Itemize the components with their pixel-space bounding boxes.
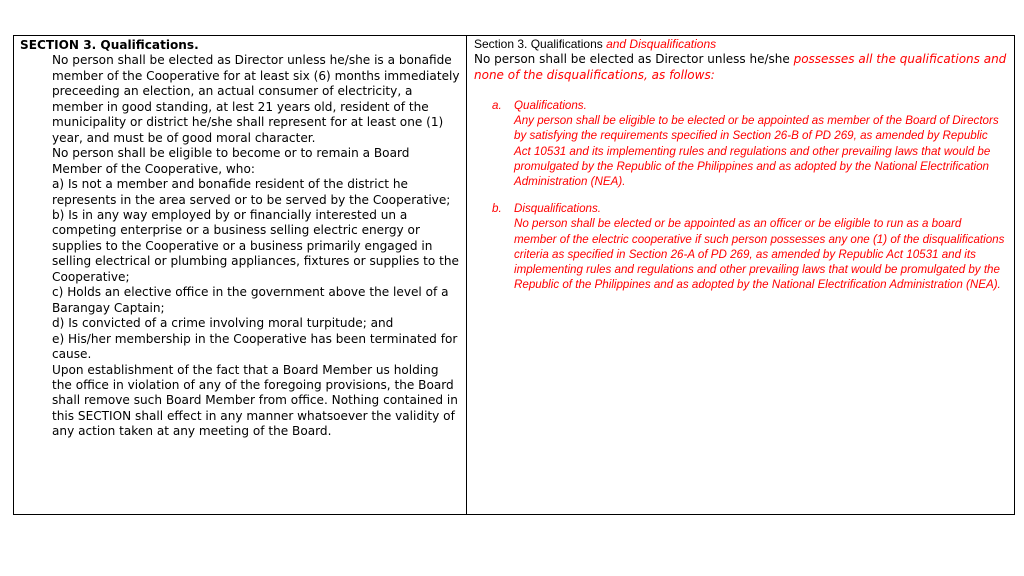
amendment-list [474,98,1007,292]
left-paragraph-1: No person shall be elected as Director unless he/she is a bonafide member of the Cooperative for at least six (6) months immediately preceeding an election, an actual consumer of electricity, a member in good standing, at lest 21 years old, resident of the municipality or district he/she shall represent for at least one (1) year, and must be of good moral character. [52,53,460,145]
list-item-letter: a. [492,99,502,112]
right-intro-original: No person shall be elected as Director unless he/she [474,52,794,66]
right-title-amendment: and Disqualifications [606,37,717,51]
list-item-letter: b. [492,202,502,216]
right-title-original: Section 3. Qualifications [474,37,607,51]
left-item-d: d) Is convicted of a crime involving moral turpitude; and [52,316,394,331]
left-section-title: SECTION 3. Qualifications. [20,38,199,52]
left-item-a: a) Is not a member and bonafide resident of the district he represents in the area served or to be served by the Cooperative; [52,177,451,207]
left-item-e: e) His/her membership in the Cooperative has been terminated for cause. [52,331,458,362]
left-item-c: c) Holds an elective office in the government above the level of a Barangay Captain; [52,285,449,315]
right-section-title [474,37,1007,51]
left-paragraph-3: Upon establishment of the fact that a Board Member us holding the office in violation of any of the foregoing provisions, the Board shall remove such Board Member from office. Nothing contained in this SECTION shall effect in any manner whatsoever the validity of any action taken at any meeting of the Board. [52,362,458,439]
disqualifications-text: No person shall be elected or be appointed as an officer or be eligible to run as a board member of the electric cooperative if such person possesses any one (1) of the disqualifications criteria as specified in Section 26-A of PD 269, as amended by Republic Act 10531 and its implementing rules and regulations and other prevailing laws that would be promulgated by the Republic of the Philippines and as adopted by the National Electrification Administration (NEA). [514,217,1005,292]
list-item [474,201,1007,292]
amended-provision-column [467,36,1014,514]
left-paragraph-2: No person shall be eligible to become or to remain a Board Member of the Cooperative, who: [52,146,410,176]
qualifications-heading: Qualifications. [514,99,587,112]
qualifications-text: Any person shall be eligible to be elected or be appointed as member of the Board of Directors by satisfying the requirements specified in Section 26-B of PD 269, as amended by Republic Act 10531 and its implementing rules and regulations and other prevailing laws that would be promulgated by the Republic of the Philippines and as adopted by the National Electrification Administration (NEA). [514,114,999,189]
comparison-table [13,35,1015,515]
list-item [474,98,1007,189]
original-provision-column [14,36,467,514]
right-intro [474,51,1007,83]
disqualifications-heading: Disqualifications. [514,202,601,216]
left-item-b: b) Is in any way employed by or financially interested un a competing enterprise or a business selling electric energy or supplies to the Cooperative or a business primarily engaged in selling electrical or plumbing appliances, fixtures or supplies to the Cooperative; [52,207,459,284]
right-intro-amendment: possesses all the qualifications and none of the disqualifications, as follows: [474,52,1007,82]
